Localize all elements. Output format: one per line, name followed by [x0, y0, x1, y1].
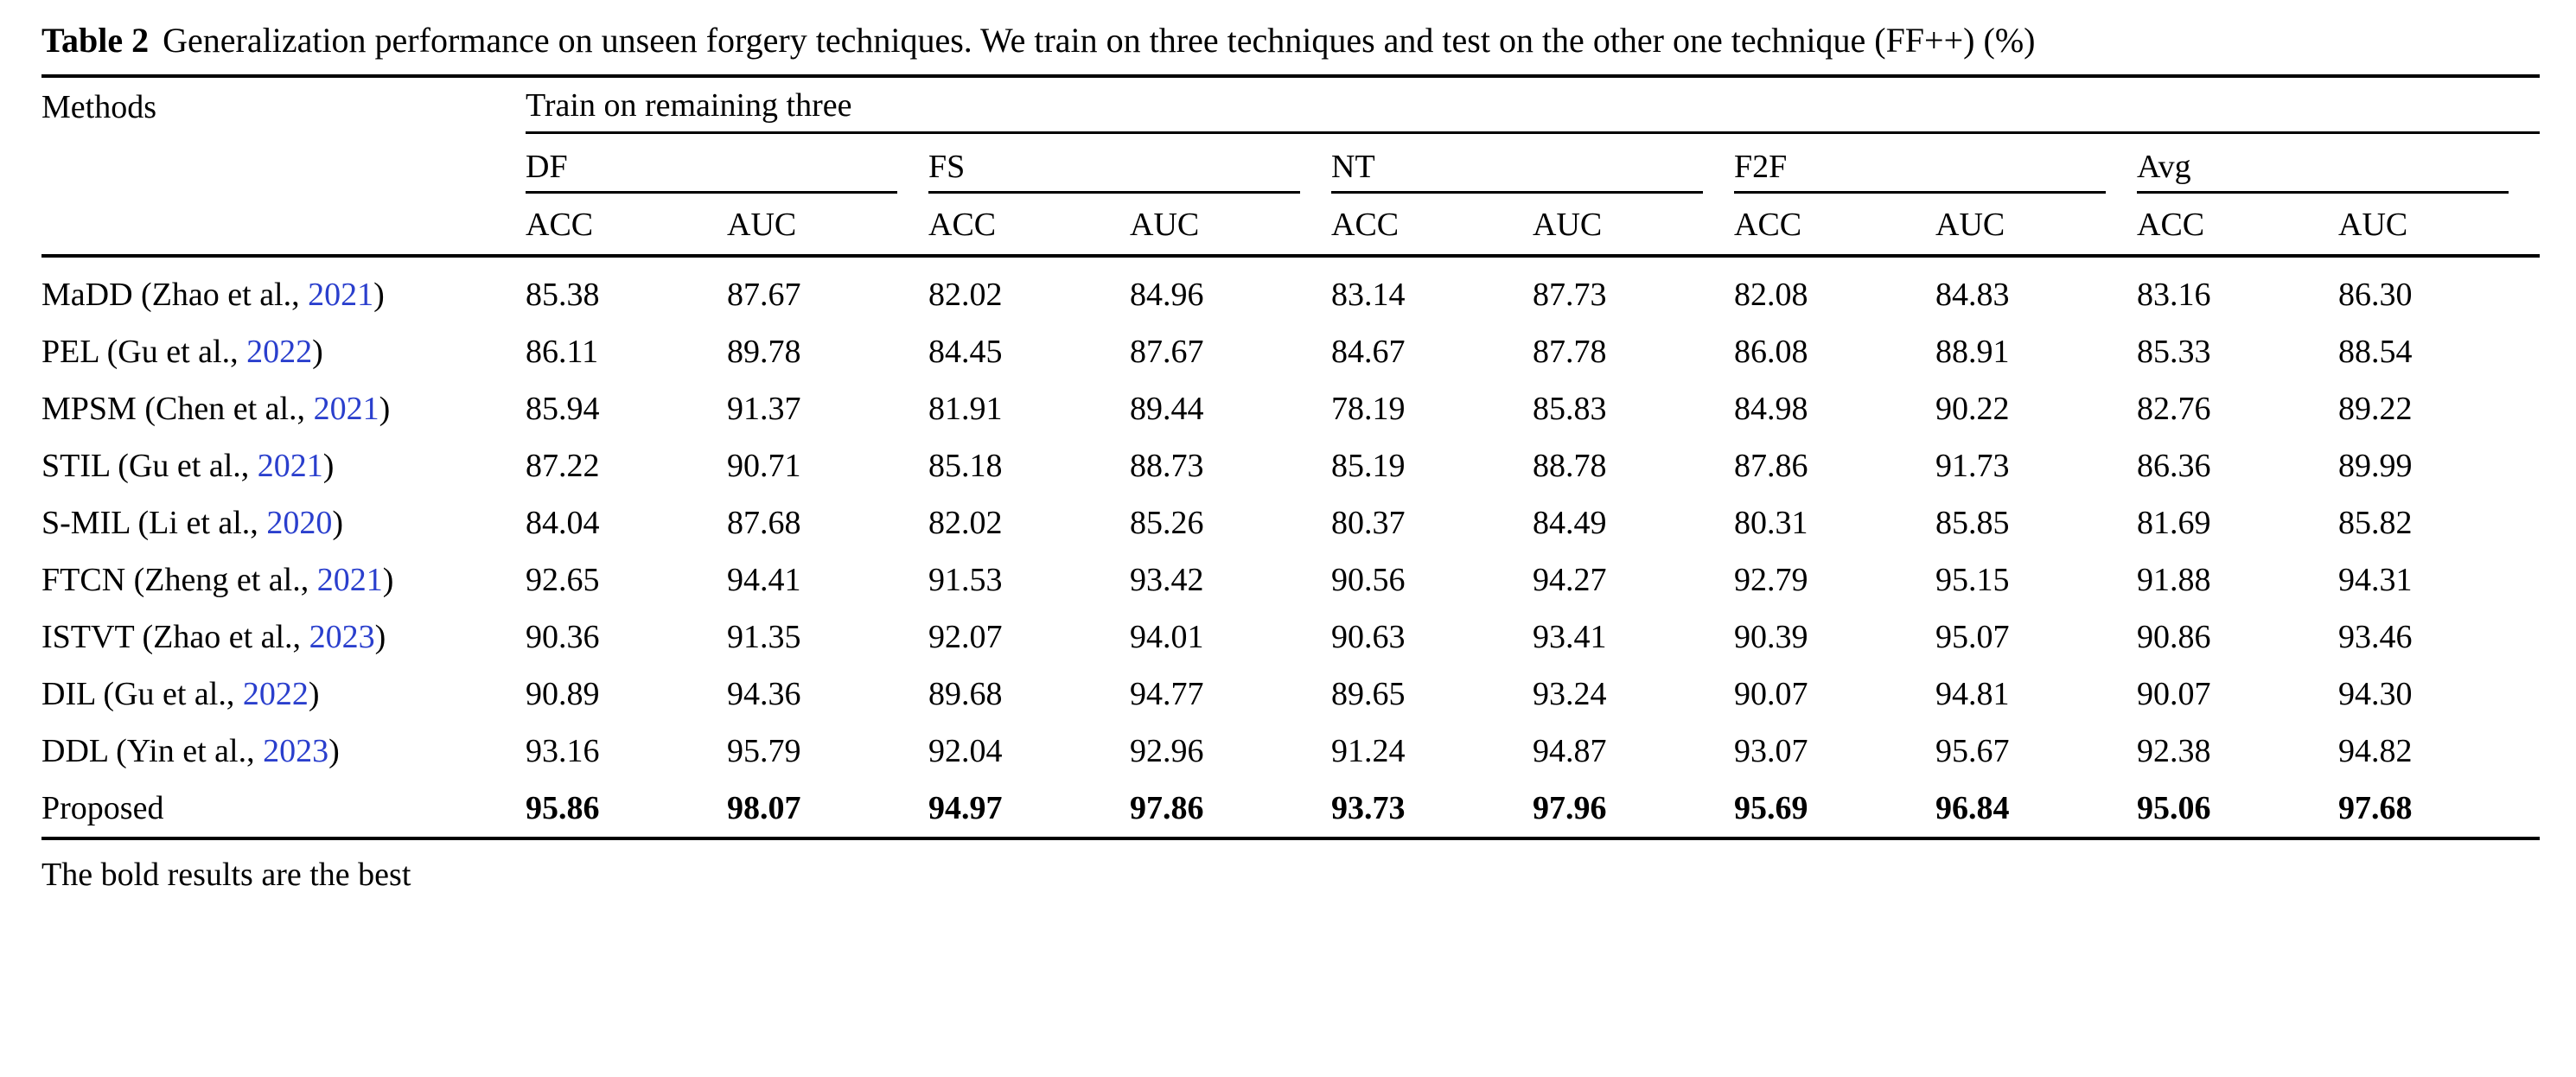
table-cell-value: 91.35 — [727, 619, 801, 655]
method-name: STIL (Gu et al., — [41, 448, 258, 484]
table-cell-value: 94.97 — [928, 790, 1003, 826]
table-cell-value: 83.14 — [1331, 277, 1406, 313]
table-cell-value: 82.02 — [928, 505, 1003, 541]
table-cell-method — [41, 380, 526, 437]
citation-suffix: ) — [322, 448, 335, 484]
table-cell-value: 82.02 — [928, 277, 1003, 313]
group-header-df: DF — [526, 149, 568, 185]
table-cell-value: 92.65 — [526, 562, 600, 598]
table-cell-value: 88.73 — [1130, 448, 1204, 484]
table-cell-value: 94.27 — [1533, 562, 1607, 598]
table-cell-value: 94.30 — [2338, 676, 2413, 712]
table-cell-value: 87.67 — [1130, 334, 1204, 370]
table-cell-value: 90.39 — [1734, 619, 1808, 655]
table-cell-value: 90.22 — [1935, 391, 2010, 427]
results-table — [41, 74, 2540, 894]
citation-year-link[interactable]: 2022 — [246, 334, 313, 370]
citation-suffix: ) — [379, 391, 391, 427]
citation-year-link[interactable]: 2023 — [263, 733, 329, 769]
table-cell-value: 90.36 — [526, 619, 600, 655]
table-cell-value: 90.63 — [1331, 619, 1406, 655]
metric-header-fs-acc: ACC — [928, 207, 997, 243]
table-cell-value: 85.82 — [2338, 505, 2413, 541]
metric-header-f2f-auc: AUC — [1935, 207, 2005, 243]
table-cell-value: 94.77 — [1130, 676, 1204, 712]
table-cell-value: 84.45 — [928, 334, 1003, 370]
table-cell-value: 85.94 — [526, 391, 600, 427]
table-cell-value: 88.54 — [2338, 334, 2413, 370]
table-cell-value: 92.07 — [928, 619, 1003, 655]
table-cell-value: 90.56 — [1331, 562, 1406, 598]
citation-suffix: ) — [382, 562, 394, 598]
header-train-on-remaining-three: Train on remaining three — [526, 87, 852, 124]
citation-suffix: ) — [332, 505, 343, 541]
citation-year-link[interactable]: 2021 — [308, 277, 374, 313]
metric-header-fs-auc: AUC — [1130, 207, 1200, 243]
metric-header-avg-acc: ACC — [2137, 207, 2205, 243]
table-body — [41, 266, 2540, 837]
table-cell-value: 91.53 — [928, 562, 1003, 598]
table-cell-value: 90.71 — [727, 448, 801, 484]
table-cell-value: 93.07 — [1734, 733, 1808, 769]
table-cell-value: 94.31 — [2338, 562, 2413, 598]
table-cell-value: 95.07 — [1935, 619, 2010, 655]
table-cell-value: 85.85 — [1935, 505, 2010, 541]
table-cell-value: 94.87 — [1533, 733, 1607, 769]
table-cell-value: 91.73 — [1935, 448, 2010, 484]
table-cell-value: 91.24 — [1331, 733, 1406, 769]
table-cell-value: 83.16 — [2137, 277, 2211, 313]
citation-suffix: ) — [328, 733, 340, 769]
table-row — [41, 551, 2540, 609]
table-cell-value: 85.38 — [526, 277, 600, 313]
table-cell-value: 87.67 — [727, 277, 801, 313]
table-cell-value: 95.86 — [526, 790, 600, 826]
group-header-f2f: F2F — [1734, 149, 1788, 185]
method-name: S-MIL (Li et al., — [41, 505, 267, 541]
table-row — [41, 323, 2540, 380]
header-row-group-names — [41, 134, 2540, 191]
table-cell-method — [41, 266, 526, 323]
table-cell-value: 81.91 — [928, 391, 1003, 427]
table-cell-value: 89.22 — [2338, 391, 2413, 427]
table-cell-value: 92.38 — [2137, 733, 2211, 769]
table-cell-method — [41, 666, 526, 723]
table-cell-value: 84.49 — [1533, 505, 1607, 541]
metric-header-df-acc: ACC — [526, 207, 594, 243]
citation-suffix: ) — [374, 619, 386, 655]
table-cell-value: 80.31 — [1734, 505, 1808, 541]
citation-suffix: ) — [308, 676, 320, 712]
table-cell-method — [41, 780, 526, 837]
table-cell-value: 94.81 — [1935, 676, 2010, 712]
table-cell-value: 93.24 — [1533, 676, 1607, 712]
metric-header-nt-acc: ACC — [1331, 207, 1400, 243]
table-cell-value: 85.26 — [1130, 505, 1204, 541]
header-spacer-row — [41, 258, 2540, 266]
table-cell-method — [41, 609, 526, 666]
table-cell-value: 84.04 — [526, 505, 600, 541]
table-footnote: The bold results are the best — [41, 857, 411, 893]
header-methods: Methods — [41, 89, 156, 125]
table-cell-value: 85.19 — [1331, 448, 1406, 484]
table-cell-value: 91.37 — [727, 391, 801, 427]
table-cell-value: 84.67 — [1331, 334, 1406, 370]
table-cell-value: 94.82 — [2338, 733, 2413, 769]
table-cell-value: 87.68 — [727, 505, 801, 541]
table-cell-method — [41, 437, 526, 494]
table-head-group — [41, 74, 2540, 266]
table-cell-value: 93.42 — [1130, 562, 1204, 598]
citation-year-link[interactable]: 2022 — [242, 676, 309, 712]
method-name: DDL (Yin et al., — [41, 733, 264, 769]
table-cell-value: 90.07 — [1734, 676, 1808, 712]
table-cell-value: 98.07 — [727, 790, 801, 826]
table-cell-value: 93.46 — [2338, 619, 2413, 655]
table-cell-value: 95.15 — [1935, 562, 2010, 598]
table-cell-method — [41, 723, 526, 780]
method-name: MPSM (Chen et al., — [41, 391, 314, 427]
table-cell-value: 87.86 — [1734, 448, 1808, 484]
table-cell-value: 97.86 — [1130, 790, 1204, 826]
table-cell-value: 80.37 — [1331, 505, 1406, 541]
table-cell-value: 95.69 — [1734, 790, 1808, 826]
citation-year-link[interactable]: 2020 — [266, 505, 333, 541]
table-cell-value: 87.73 — [1533, 277, 1607, 313]
group-header-nt: NT — [1331, 149, 1375, 185]
table-foot-group — [41, 837, 2540, 894]
table-cell-method — [41, 323, 526, 380]
table-cell-value: 90.89 — [526, 676, 600, 712]
table-caption — [41, 19, 2541, 62]
method-name: PEL (Gu et al., — [41, 334, 247, 370]
method-name: FTCN (Zheng et al., — [41, 562, 317, 598]
method-name: DIL (Gu et al., — [41, 676, 243, 712]
table-cell-value: 88.91 — [1935, 334, 2010, 370]
metric-header-avg-auc: AUC — [2338, 207, 2408, 243]
header-row-groups — [41, 78, 2540, 131]
table-cell-value: 90.07 — [2137, 676, 2211, 712]
citation-year-link[interactable]: 2021 — [257, 448, 323, 484]
header-row-metrics — [41, 194, 2540, 254]
metric-header-f2f-acc: ACC — [1734, 207, 1802, 243]
table-cell-value: 94.01 — [1130, 619, 1204, 655]
table-cell-value: 86.30 — [2338, 277, 2413, 313]
table-cell-value: 94.41 — [727, 562, 801, 598]
table-cell-value: 84.98 — [1734, 391, 1808, 427]
footnote-row — [41, 840, 2540, 894]
table-cell-value: 82.76 — [2137, 391, 2211, 427]
citation-suffix: ) — [373, 277, 385, 313]
table-row — [41, 723, 2540, 780]
table-cell-value: 91.88 — [2137, 562, 2211, 598]
table-cell-value: 93.73 — [1331, 790, 1406, 826]
table-cell-value: 89.65 — [1331, 676, 1406, 712]
table-row — [41, 609, 2540, 666]
table-cell-value: 81.69 — [2137, 505, 2211, 541]
table-cell-value: 86.36 — [2137, 448, 2211, 484]
table-row — [41, 666, 2540, 723]
table-cell-value: 95.06 — [2137, 790, 2211, 826]
table-cell-value: 86.11 — [526, 334, 599, 370]
table-cell-value: 96.84 — [1935, 790, 2010, 826]
group-header-avg: Avg — [2137, 149, 2191, 185]
table-caption-text: Generalization performance on unseen forgery techniques. We train on three techniques and test on the other one technique (FF++) (%) — [163, 21, 2036, 60]
table-cell-value: 90.86 — [2137, 619, 2211, 655]
table-cell-value: 82.08 — [1734, 277, 1808, 313]
table-cell-value: 85.83 — [1533, 391, 1607, 427]
table-cell-value: 87.78 — [1533, 334, 1607, 370]
table-cell-value: 92.04 — [928, 733, 1003, 769]
table-cell-value: 95.79 — [727, 733, 801, 769]
table-cell-value: 86.08 — [1734, 334, 1808, 370]
group-header-fs: FS — [928, 149, 966, 185]
table-cell-value: 95.67 — [1935, 733, 2010, 769]
citation-year-link[interactable]: 2021 — [316, 562, 383, 598]
table-cell-value: 93.41 — [1533, 619, 1607, 655]
table-cell-value: 78.19 — [1331, 391, 1406, 427]
method-name: MaDD (Zhao et al., — [41, 277, 309, 313]
citation-suffix: ) — [312, 334, 323, 370]
table-cell-value: 89.44 — [1130, 391, 1204, 427]
table-row — [41, 437, 2540, 494]
table-cell-value: 94.36 — [727, 676, 801, 712]
citation-year-link[interactable]: 2021 — [313, 391, 379, 427]
table-cell-value: 89.68 — [928, 676, 1003, 712]
table-cell-value: 92.79 — [1734, 562, 1808, 598]
citation-year-link[interactable]: 2023 — [309, 619, 375, 655]
table-cell-value: 88.78 — [1533, 448, 1607, 484]
table-cell-method — [41, 551, 526, 609]
table-cell-value: 84.83 — [1935, 277, 2010, 313]
metric-header-df-auc: AUC — [727, 207, 797, 243]
table-row — [41, 780, 2540, 837]
method-name: Proposed — [41, 790, 164, 826]
table-row — [41, 494, 2540, 551]
table-row — [41, 266, 2540, 323]
metric-header-nt-auc: AUC — [1533, 207, 1603, 243]
table-cell-value: 89.99 — [2338, 448, 2413, 484]
table-cell-value: 85.18 — [928, 448, 1003, 484]
table-cell-value: 85.33 — [2137, 334, 2211, 370]
table-caption-label: Table 2 — [41, 21, 150, 60]
table-cell-value: 97.68 — [2338, 790, 2413, 826]
method-name: ISTVT (Zhao et al., — [41, 619, 309, 655]
table-cell-value: 89.78 — [727, 334, 801, 370]
table-cell-value: 87.22 — [526, 448, 600, 484]
table-row — [41, 380, 2540, 437]
table-cell-value: 92.96 — [1130, 733, 1204, 769]
table-cell-value: 84.96 — [1130, 277, 1204, 313]
table-cell-value: 93.16 — [526, 733, 600, 769]
table-cell-value: 97.96 — [1533, 790, 1607, 826]
table-cell-method — [41, 494, 526, 551]
